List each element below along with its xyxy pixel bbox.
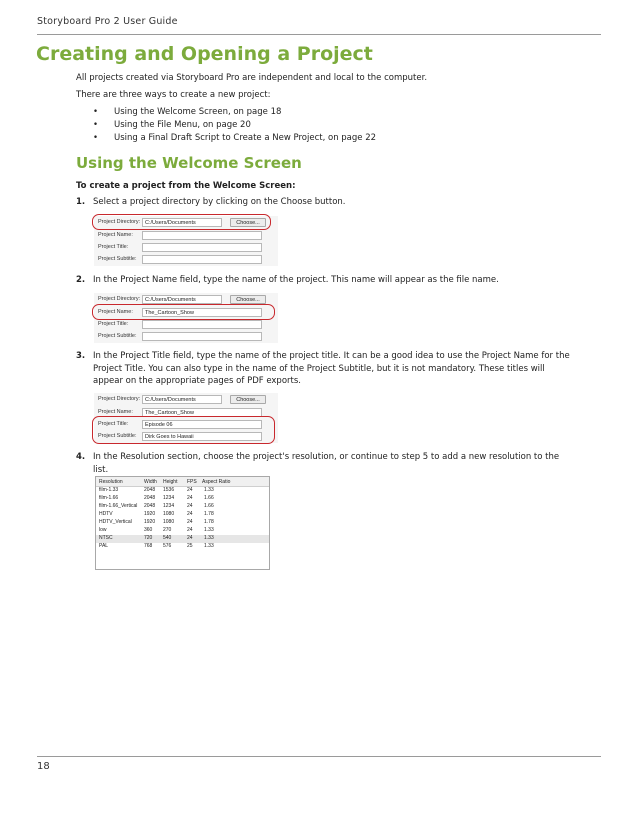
cell-resolution: NTSC — [99, 535, 113, 541]
highlight-ring — [92, 304, 275, 320]
directory-field: C:/Users/Documents — [142, 218, 222, 227]
step-number: 3. — [76, 351, 86, 361]
title-label: Project Title: — [98, 244, 129, 250]
subtitle-field — [142, 255, 262, 264]
choose-button: Choose... — [230, 218, 266, 227]
page-title: Creating and Opening a Project — [36, 43, 373, 65]
cell-width: 2048 — [144, 495, 156, 501]
cell-fps: 25 — [187, 543, 193, 549]
cell-width: 360 — [144, 527, 153, 533]
table-row — [96, 495, 269, 503]
table-row — [96, 519, 269, 527]
page-number: 18 — [37, 761, 50, 772]
intro-paragraph-1: All projects created via Storyboard Pro are independent and local to the computer. — [76, 73, 428, 83]
step-number: 1. — [76, 197, 86, 207]
footer-divider — [37, 756, 601, 757]
cell-height: 1080 — [163, 511, 175, 517]
cell-height: 270 — [163, 527, 172, 533]
cell-aspect: 1.33 — [204, 487, 214, 493]
name-field — [142, 231, 262, 240]
highlight-ring — [92, 214, 271, 230]
table-row — [96, 487, 269, 495]
choose-button: Choose... — [230, 395, 266, 404]
directory-field: C:/Users/Documents — [142, 295, 222, 304]
subtitle-label: Project Subtitle: — [98, 433, 137, 439]
cell-height: 540 — [163, 535, 172, 541]
resolution-table — [95, 476, 270, 570]
cell-fps: 24 — [187, 511, 193, 517]
cell-height: 576 — [163, 543, 172, 549]
name-field: The_Cartoon_Show — [142, 308, 262, 317]
table-row — [96, 543, 269, 551]
bullet-icon: • — [93, 133, 99, 143]
column-header: Aspect Ratio — [202, 479, 231, 485]
column-header: Height — [163, 479, 178, 485]
bullet-link-final-draft[interactable]: Using a Final Draft Script to Create a New Project, on page 22 — [114, 133, 377, 143]
step-text: Select a project directory by clicking on the Choose button. — [93, 197, 346, 207]
cell-height: 1536 — [163, 487, 175, 493]
table-row — [96, 511, 269, 519]
subtitle-field — [142, 332, 262, 341]
section-heading: Using the Welcome Screen — [76, 154, 302, 172]
cell-resolution: film-1.66 — [99, 495, 119, 501]
step-text: In the Project Title field, type the name of the project title. It can be a good idea to use the Project Name for the Project Title. You can also type in the name of the Project Subtitle, but it is not mandatory. These titles will appear on the appropriate pages of PDF exports. — [93, 351, 570, 386]
cell-fps: 24 — [187, 495, 193, 501]
cell-aspect: 1.33 — [204, 535, 214, 541]
column-header: Resolution — [99, 479, 123, 485]
directory-label: Project Directory: — [98, 296, 141, 302]
step-text: In the Project Name field, type the name of the project. This name will appear as the file name. — [93, 275, 499, 285]
subtitle-label: Project Subtitle: — [98, 256, 137, 262]
running-header: Storyboard Pro 2 User Guide — [37, 16, 178, 27]
table-row — [96, 527, 269, 535]
bullet-link-file-menu[interactable]: Using the File Menu, on page 20 — [114, 120, 251, 130]
bullet-icon: • — [93, 107, 99, 117]
column-header: Width — [144, 479, 157, 485]
cell-width: 1920 — [144, 511, 156, 517]
directory-field: C:/Users/Documents — [142, 395, 222, 404]
cell-resolution: film-1.66_Vertical — [99, 503, 138, 509]
cell-height: 1080 — [163, 519, 175, 525]
subtitle-field: Dirk Goes to Hawaii — [142, 432, 262, 441]
table-row — [96, 503, 269, 511]
cell-width: 1920 — [144, 519, 156, 525]
procedure-title: To create a project from the Welcome Screen: — [76, 181, 296, 191]
subtitle-label: Project Subtitle: — [98, 333, 137, 339]
cell-width: 720 — [144, 535, 153, 541]
intro-paragraph-2: There are three ways to create a new project: — [76, 90, 271, 100]
cell-width: 2048 — [144, 503, 156, 509]
cell-fps: 24 — [187, 519, 193, 525]
cell-height: 1234 — [163, 495, 175, 501]
cell-fps: 24 — [187, 487, 193, 493]
name-label: Project Name: — [98, 232, 133, 238]
cell-resolution: HDTV — [99, 511, 113, 517]
cell-fps: 24 — [187, 535, 193, 541]
cell-aspect: 1.66 — [204, 503, 214, 509]
choose-button: Choose... — [230, 295, 266, 304]
header-divider — [37, 34, 601, 35]
cell-width: 768 — [144, 543, 153, 549]
cell-resolution: PAL — [99, 543, 109, 549]
cell-fps: 24 — [187, 503, 193, 509]
step-number: 2. — [76, 275, 86, 285]
title-label: Project Title: — [98, 421, 129, 427]
cell-aspect: 1.66 — [204, 495, 214, 501]
bullet-icon: • — [93, 120, 99, 130]
cell-resolution: low — [99, 527, 107, 533]
title-field — [142, 243, 262, 252]
name-label: Project Name: — [98, 409, 133, 415]
cell-height: 1234 — [163, 503, 175, 509]
highlight-ring — [92, 416, 275, 444]
bullet-link-welcome-screen[interactable]: Using the Welcome Screen, on page 18 — [114, 107, 282, 117]
table-row-selected — [96, 535, 269, 543]
name-label: Project Name: — [98, 309, 133, 315]
directory-label: Project Directory: — [98, 219, 141, 225]
cell-aspect: 1.33 — [204, 527, 214, 533]
step-number: 4. — [76, 452, 86, 462]
step-text: In the Resolution section, choose the project's resolution, or continue to step 5 to add a new resolution to the list. — [93, 452, 560, 475]
cell-width: 2048 — [144, 487, 156, 493]
cell-resolution: film-1.33 — [99, 487, 119, 493]
cell-resolution: HDTV_Vertical — [99, 519, 132, 525]
cell-fps: 24 — [187, 527, 193, 533]
title-field — [142, 320, 262, 329]
name-field: The_Cartoon_Show — [142, 408, 262, 417]
column-header: FPS — [187, 479, 197, 485]
title-label: Project Title: — [98, 321, 129, 327]
cell-aspect: 1.78 — [204, 511, 214, 517]
directory-label: Project Directory: — [98, 396, 141, 402]
title-field: Episode 06 — [142, 420, 262, 429]
cell-aspect: 1.78 — [204, 519, 214, 525]
cell-aspect: 1.33 — [204, 543, 214, 549]
table-header — [96, 477, 269, 487]
